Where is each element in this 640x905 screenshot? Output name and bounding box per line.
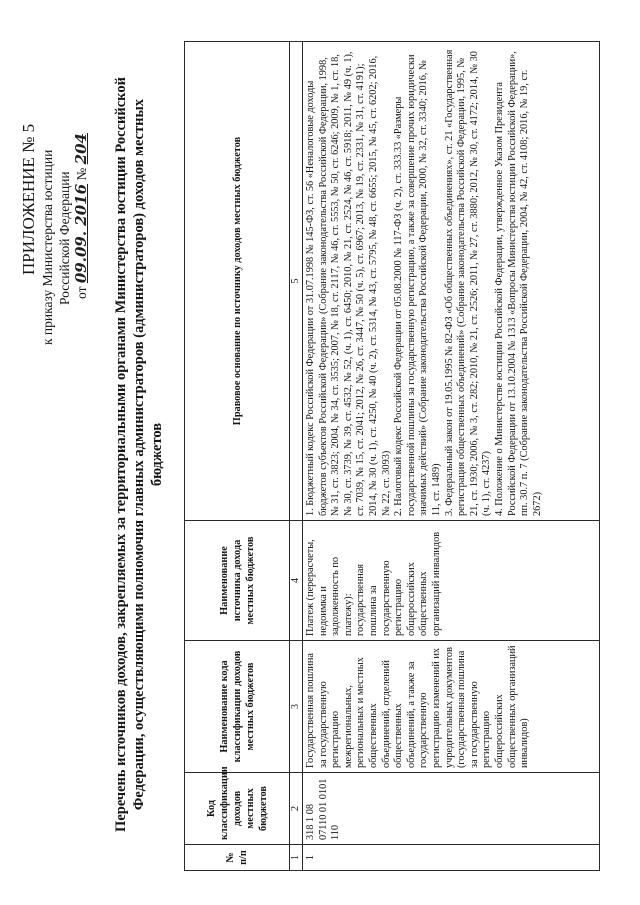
header-legal-basis: Правовое основание по источнику доходов местных бюджетов [185,42,290,521]
header-source-name: Наименование источника дохода местных бюджетов [185,521,290,641]
column-number: 2 [290,773,303,845]
header-code-name: Наименование кода классификации доходов местных бюджетов [185,641,290,773]
document-title-line-1: Перечень источников доходов, закрепляемых за территориальными органами Министерства юстиции Российской [113,77,129,832]
document-title-line-2: Федерации, осуществляющими полномочия главных администраторов (администраторов) доходов местных [131,98,147,811]
row-code-name: Государственная пошлина за государственную регистрацию межрегиональных, региональных и местных общественных объединений, отделений общественных объединений, а также за государственную регистрацию изменений их учредительных документов (государственная пошлина за государственную регистрацию общероссийских общественных организаций инвалидов) [303,641,600,773]
number-sign: № [74,167,89,181]
column-number-row [290,42,303,871]
legal-basis-item: 4. Положение о Министерстве юстиции Российской Федерации, утвержденное Указом Президента Российской Федерации от 13.10.2004 № 1313 «Вопросы Министерства юстиции Российской Федерации», пп. 30.7 п. 7 (Собрание законодательства Российской Федерации, 2004, № 42, ст. 4108; 2016, № 19, ст. 2672) [493,51,543,516]
income-sources-table [184,41,600,871]
appendix-ministry-line: Российской Федерации [57,171,72,305]
column-number: 3 [290,641,303,773]
header-code: Код классификации доходов местных бюджетов [185,773,290,845]
appendix-title: ПРИЛОЖЕНИЕ № 5 [19,123,38,275]
row-source-name: Платеж (перерасчеты, недоимка и задолженность по платежу): государственная пошлина за государственную регистрацию общероссийских общественных организаций инвалидов [303,521,600,641]
row-code: 318 1 08 07110 01 0101 110 [303,773,600,845]
header-number: № п/п [185,845,290,871]
table-row [303,42,600,871]
legal-basis-item: 1. Бюджетный кодекс Российской Федерации от 31.07.1998 № 145-ФЗ, ст. 56 «Неналоговые доходы бюджетов субъектов Российской Федерации» (Собрание законодательства Российской Федерации, 1998, № 31, ст. 3823; 2004, № 34, ст. 3535; 2007, № 18, ст. 2117, № 46, ст. 5553, № 50, ст. 6246; 2009, № 1, ст. 18, № 30, ст. 3739, № 39, ст. 4532, № 52, (ч. 1), ст. 6450; 2010, № 21, ст. 2524, № 46, ст. 5918; 2011, № 49 (ч. 1), ст. 7039, № 15, ст. 2041; 2012, № 26, ст. 3447, № 50 (ч. 5), ст. 6967; 2013, № 19, ст. 2331, № 31, ст. 4191); 2014, № 30 (ч. 1), ст. 4250, № 40 (ч. 2), ст. 5314, № 43, ст. 5795, № 48, ст. 6655; 2015, № 45, ст. 6202; 2016, № 22, ст. 3093) [305,51,392,516]
column-number: 1 [290,845,303,871]
document-title-line-3: бюджетов [149,422,165,487]
appendix-from-prefix: от [74,286,89,299]
column-number: 4 [290,521,303,641]
row-number: 1 [303,845,600,871]
appendix-order-line: к приказу Министерства юстиции [40,149,55,345]
handwritten-date: 09.09. 2016 [72,183,90,284]
row-legal-basis [303,42,600,521]
legal-basis-item: 3. Федеральный закон от 19.05.1995 № 82-ФЗ «Об общественных объединениях», ст. 21 «Государственная регистрация общественных объединений» (Собрание законодательства Российской Федерации, 1995, № 21, ст. 1930; 2006, № 3, ст. 282; 2010, № 21, ст. 2526; 2011, № 27, ст. 3880; 2012, № 30, ст. 4172; 2014, № 30 (ч. 1), ст. 4237) [443,49,493,516]
column-number: 5 [290,42,303,521]
appendix-block [18,45,90,345]
handwritten-order-number: 204 [72,133,90,165]
legal-basis-item: 2. Налоговый кодекс Российской Федерации от 05.08.2000 № 117-ФЗ (ч. 2), ст. 333.33 «Размеры государственной пошлины за государственную регистрацию, а также за совершение прочих юридически значимых действий» (Собрание законодательства Российской Федерации, 2000, № 32, ст. 3340; 2016, № 11, ст. 1489) [393,54,442,516]
document-title [112,12,166,897]
appendix-date-line [73,45,90,345]
table-header-row [185,42,290,871]
